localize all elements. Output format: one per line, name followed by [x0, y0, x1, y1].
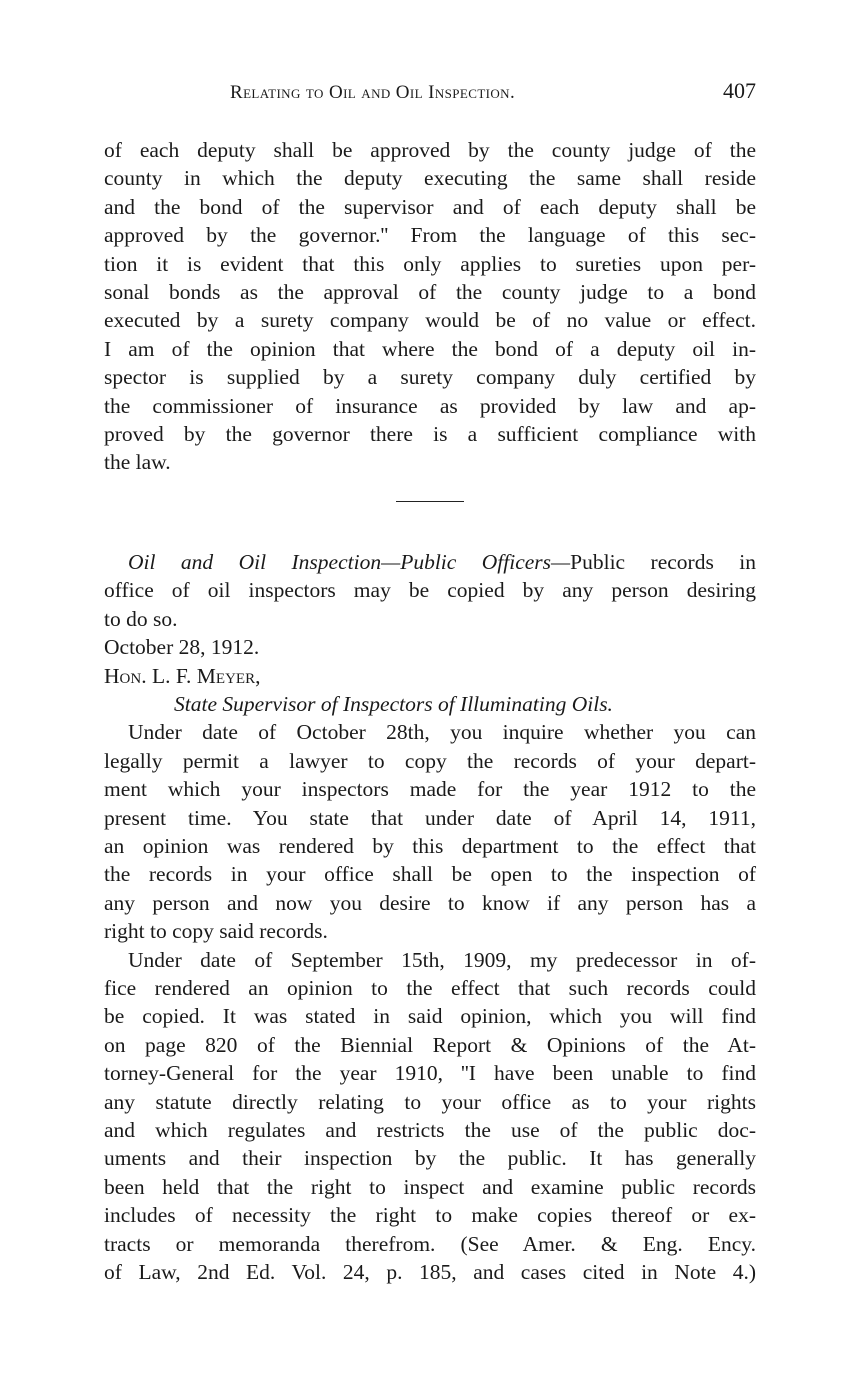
text-line: county in which the deputy executing the same shall reside: [104, 166, 756, 191]
text-line: office of oil inspectors may be copied by any person desiring: [104, 578, 756, 603]
text-line: present time. You state that under date of April 14, 1911,: [104, 805, 756, 830]
text-line: and the bond of the supervisor and of each deputy shall be: [104, 194, 756, 219]
opinion-paragraph-2: [104, 946, 756, 1287]
text-line: tion it is evident that this only applies to sureties upon per-: [104, 251, 756, 276]
text-line: Under date of September 15th, 1909, my predecessor in of-: [128, 947, 756, 972]
text-line: uments and their inspection by the public. It has generally: [104, 1146, 756, 1171]
text-line: an opinion was rendered by this department to the effect that: [104, 833, 756, 858]
text-line: ment which your inspectors made for the year 1912 to the: [104, 777, 756, 802]
text-line: of Law, 2nd Ed. Vol. 24, p. 185, and cases cited in Note 4.): [104, 1260, 756, 1285]
headnote-topic: Oil and Oil Inspection—Public Officers—: [128, 549, 571, 574]
text-line: approved by the governor.'' From the language of this sec-: [104, 223, 756, 248]
headnote-text: Public records in: [570, 549, 756, 574]
text-line: on page 820 of the Biennial Report & Opinions of the At-: [104, 1032, 756, 1057]
page-number: 407: [723, 78, 756, 103]
text-line: sonal bonds as the approval of the county judge to a bond: [104, 280, 756, 305]
text-line: any person and now you desire to know if any person has a: [104, 890, 756, 915]
text-line: proved by the governor there is a sufficient compliance with: [104, 422, 756, 447]
body-text: [104, 136, 756, 1286]
text-line: the records in your office shall be open to the inspection of: [104, 862, 756, 887]
headnote-first-line: [104, 548, 756, 576]
continuation-paragraph: [104, 136, 756, 477]
opinion-date: October 28, 1912.: [104, 635, 260, 660]
text-line: fice rendered an opinion to the effect that such records could: [104, 975, 756, 1000]
text-line: I am of the opinion that where the bond of a deputy oil in-: [104, 336, 756, 361]
text-line: been held that the right to inspect and examine public records: [104, 1174, 756, 1199]
text-line: the law.: [104, 450, 171, 475]
text-line: spector is supplied by a surety company duly certified by: [104, 365, 756, 390]
text-line: right to copy said records.: [104, 919, 328, 944]
running-head: Relating to Oil and Oil Inspection.: [230, 82, 516, 103]
text-line: to do so.: [104, 606, 178, 631]
text-line: legally permit a lawyer to copy the records of your depart-: [104, 748, 756, 773]
text-line: the commissioner of insurance as provided by law and ap-: [104, 393, 756, 418]
text-line: tracts or memoranda therefrom. (See Amer. & Eng. Ency.: [104, 1231, 756, 1256]
text-line: torney-General for the year 1910, ''I have been unable to find: [104, 1061, 756, 1086]
text-line: of each deputy shall be approved by the county judge of the: [104, 138, 756, 162]
text-line: and which regulates and restricts the use of the public doc-: [104, 1118, 756, 1142]
addressee-name: Hon. L. F. Meyer,: [104, 663, 261, 688]
headnote: [104, 548, 756, 633]
text-line: Under date of October 28th, you inquire whether you can: [128, 720, 756, 745]
addressee-title: State Supervisor of Inspectors of Illuminating Oils.: [174, 691, 613, 716]
section-divider: [396, 501, 464, 502]
text-line: executed by a surety company would be of no value or effect.: [104, 308, 756, 333]
opinion-paragraph-1: [104, 718, 756, 945]
page-header: [104, 78, 756, 112]
text-line: any statute directly relating to your office as to your rights: [104, 1089, 756, 1114]
text-line: includes of necessity the right to make copies thereof or ex-: [104, 1203, 756, 1228]
text-line: be copied. It was stated in said opinion, which you will find: [104, 1004, 756, 1029]
